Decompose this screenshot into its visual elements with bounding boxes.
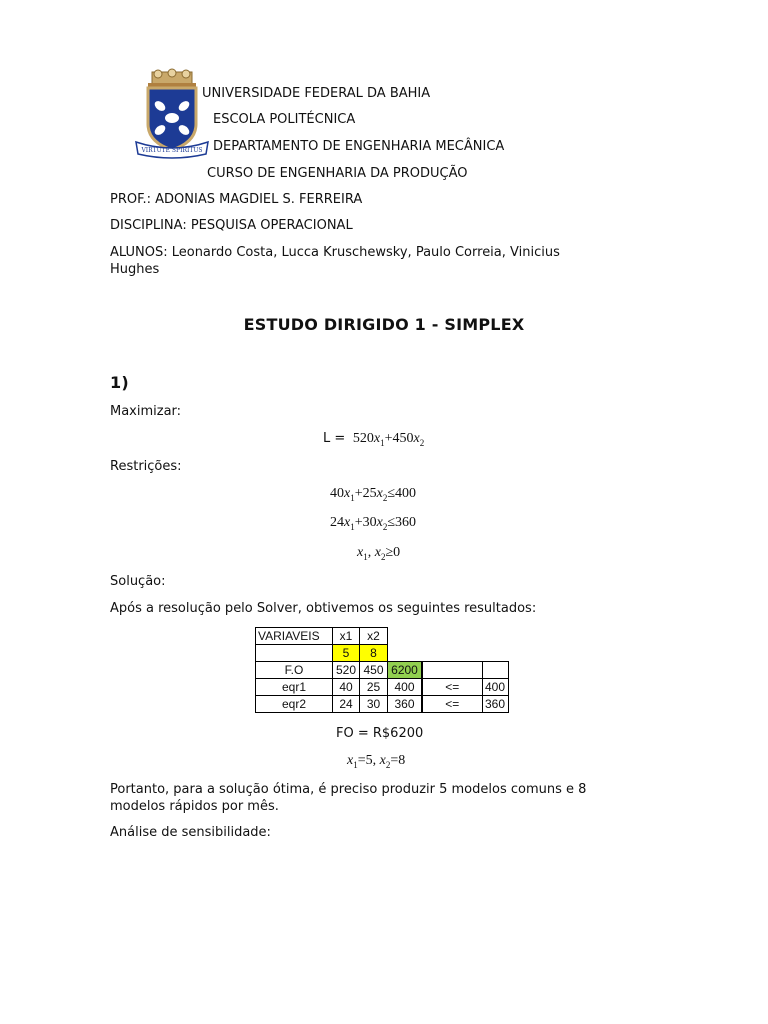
table-cell: 30 bbox=[360, 696, 388, 713]
solution-label: Solução: bbox=[110, 574, 166, 589]
table-row bbox=[256, 679, 509, 696]
department-name: DEPARTAMENTO DE ENGENHARIA MECÂNICA bbox=[213, 139, 505, 154]
ufba-logo bbox=[134, 68, 210, 160]
table-header-cell: x2 bbox=[360, 628, 388, 645]
table-cell: 40 bbox=[333, 679, 360, 696]
course-name: CURSO DE ENGENHARIA DA PRODUÇÃO bbox=[207, 166, 468, 181]
table-cell: eqr1 bbox=[256, 679, 333, 696]
table-cell: 520 bbox=[333, 662, 360, 679]
conclusion-line-1: Portanto, para a solução ótima, é preciso produzir 5 modelos comuns e 8 bbox=[110, 782, 587, 797]
constraint-1: $40x_1+25x_2\le 400$ bbox=[330, 486, 417, 503]
optimal-values: $x_1=5$, $x_2=8$ bbox=[347, 753, 406, 770]
table-row bbox=[256, 696, 509, 713]
school-name: ESCOLA POLITÉCNICA bbox=[213, 112, 356, 127]
constraints-label: Restrições: bbox=[110, 459, 182, 474]
non-negativity: $x_1$, $x_2\ge 0$ bbox=[357, 545, 401, 562]
table-cell: 400 bbox=[482, 679, 508, 696]
logo-motto: VIRTUTE SPIRITUS bbox=[141, 147, 203, 154]
solver-text: Após a resolução pelo Solver, obtivemos os seguintes resultados: bbox=[110, 601, 537, 616]
fo-result: FO = R$6200 bbox=[336, 726, 424, 741]
table-cell: 360 bbox=[388, 696, 423, 713]
maximize-label: Maximizar: bbox=[110, 404, 182, 419]
table-cell bbox=[482, 662, 508, 679]
table-row bbox=[256, 645, 509, 662]
table-cell: 24 bbox=[333, 696, 360, 713]
professor: PROF.: ADONIAS MAGDIEL S. FERREIRA bbox=[110, 192, 363, 207]
table-cell: 25 bbox=[360, 679, 388, 696]
table-cell: 8 bbox=[360, 645, 388, 662]
table-cell: 450 bbox=[360, 662, 388, 679]
table-header-cell: VARIAVEIS bbox=[256, 628, 333, 645]
university-name: UNIVERSIDADE FEDERAL DA BAHIA bbox=[202, 86, 431, 101]
table-cell: 400 bbox=[388, 679, 423, 696]
conclusion-line-2: modelos rápidos por mês. bbox=[110, 799, 279, 814]
crown-icon bbox=[148, 69, 196, 88]
table-cell: 6200 bbox=[388, 662, 423, 679]
table-cell bbox=[422, 662, 482, 679]
students-line-2: Hughes bbox=[110, 262, 160, 277]
question-number: 1) bbox=[110, 373, 129, 392]
objective-function: $L = 520x_1+450x_2$ bbox=[323, 431, 425, 448]
discipline: DISCIPLINA: PESQUISA OPERACIONAL bbox=[110, 218, 353, 233]
table-header-cell: x1 bbox=[333, 628, 360, 645]
solver-results-table bbox=[255, 627, 509, 713]
table-cell: 5 bbox=[333, 645, 360, 662]
table-cell: F.O bbox=[256, 662, 333, 679]
table-cell: eqr2 bbox=[256, 696, 333, 713]
table-cell: 360 bbox=[482, 696, 508, 713]
sensitivity-label: Análise de sensibilidade: bbox=[110, 825, 271, 840]
constraint-2: $24x_1+30x_2\le 360$ bbox=[330, 515, 417, 532]
document-title: ESTUDO DIRIGIDO 1 - SIMPLEX bbox=[243, 315, 525, 334]
table-row bbox=[256, 628, 509, 645]
students-line-1: ALUNOS: Leonardo Costa, Lucca Kruschewsky, Paulo Correia, Vinicius bbox=[110, 245, 560, 260]
table-row bbox=[256, 662, 509, 679]
table-cell bbox=[256, 645, 333, 662]
table-cell: <= bbox=[422, 679, 482, 696]
table-cell: <= bbox=[422, 696, 482, 713]
